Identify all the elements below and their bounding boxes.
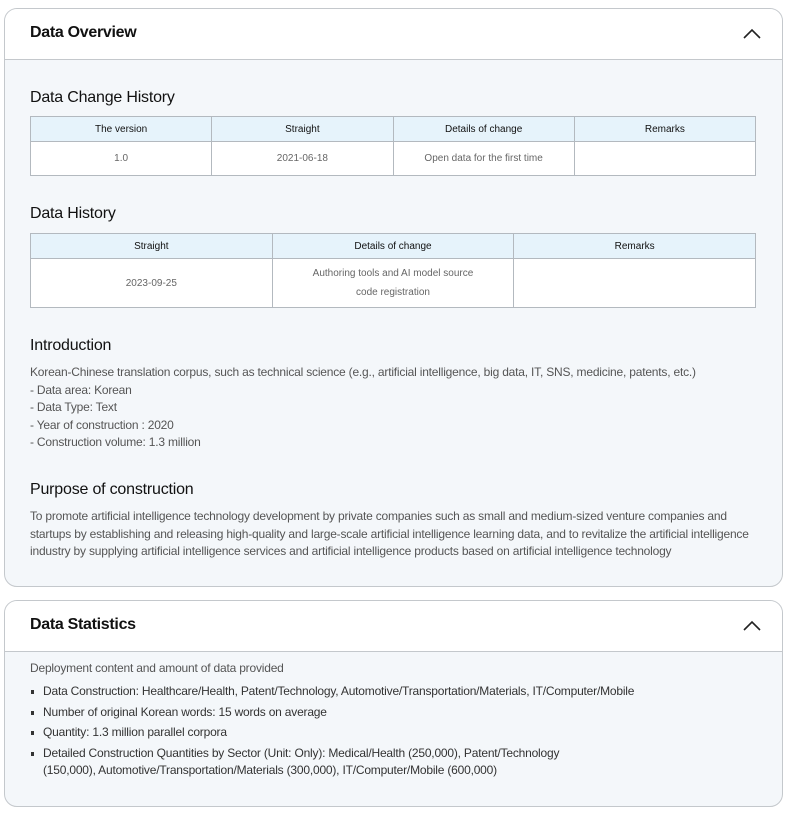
bullet-icon <box>31 711 34 715</box>
data-overview-header[interactable] <box>5 9 782 60</box>
purpose-text: To promote artificial intelligence technology development by private companies such as small and medium-sized venture companies and startups by establishing and releasing high-quality and large-scale artificial intelligence learning data, and to revitalize the artificial intelligence industry by supplying artificial intelligence services and artificial intelligence products based on artificial intelligence technology <box>30 509 749 558</box>
list-item <box>30 724 750 742</box>
details-cell: Authoring tools and AI model source code registration <box>272 259 514 308</box>
list-item <box>30 683 750 701</box>
statistics-subtitle: Deployment content and amount of data provided <box>30 661 284 675</box>
data-overview-panel <box>4 8 783 587</box>
table-header-row <box>31 117 756 142</box>
list-item <box>30 745 750 780</box>
list-item-text: Data Construction: Healthcare/Health, Patent/Technology, Automotive/Transportation/Materials, IT/Computer/Mobile <box>43 684 635 698</box>
table-row <box>31 259 756 308</box>
bullet-icon <box>31 690 34 694</box>
data-statistics-header[interactable] <box>5 601 782 652</box>
list-item-text: Number of original Korean words: 15 words on average <box>43 704 327 719</box>
date-cell: 2023-09-25 <box>31 259 273 308</box>
column-header: Remarks <box>514 234 756 259</box>
data-history-table <box>30 233 756 308</box>
version-cell: 1.0 <box>31 142 212 176</box>
column-header: Straight <box>31 234 273 259</box>
data-history-title: Data History <box>30 205 116 222</box>
list-item <box>30 704 750 722</box>
introduction-title: Introduction <box>30 337 112 354</box>
column-header: Details of change <box>393 117 574 142</box>
remarks-cell <box>514 259 756 308</box>
column-header: Details of change <box>272 234 514 259</box>
table-row <box>31 142 756 176</box>
column-header: Remarks <box>574 117 755 142</box>
bullet-icon <box>31 731 34 735</box>
date-cell: 2021-06-18 <box>212 142 393 176</box>
purpose-title: Purpose of construction <box>30 481 194 498</box>
chevron-up-icon[interactable] <box>742 24 762 44</box>
introduction-line: - Year of construction : 2020 <box>30 417 174 432</box>
change-history-table <box>30 116 756 176</box>
change-history-title: Data Change History <box>30 89 175 106</box>
introduction-line: - Data Type: Text <box>30 400 117 414</box>
introduction-line: - Construction volume: 1.3 million <box>30 435 201 449</box>
chevron-up-icon[interactable] <box>742 616 762 636</box>
introduction-line: Korean-Chinese translation corpus, such as technical science (e.g., artificial intelligence, big data, IT, SNS, medicine, patents, etc.) <box>30 365 696 379</box>
introduction-line: - Data area: Korean <box>30 382 132 397</box>
column-header: The version <box>31 117 212 142</box>
details-cell: Open data for the first time <box>393 142 574 176</box>
data-statistics-title: Data Statistics <box>30 616 136 633</box>
column-header: Straight <box>212 117 393 142</box>
list-item-text: Detailed Construction Quantities by Sector (Unit: Only): Medical/Health (250,000), Patent/Technology (150,000), Automotive/Transportation/Materials (300,000), IT/Computer/Mobile (600,000) <box>43 745 560 777</box>
table-header-row <box>31 234 756 259</box>
remarks-cell <box>574 142 755 176</box>
bullet-icon <box>31 752 34 756</box>
list-item-text: Quantity: 1.3 million parallel corpora <box>43 725 227 739</box>
data-overview-title: Data Overview <box>30 24 137 41</box>
statistics-list <box>30 683 750 783</box>
introduction-text <box>30 364 765 452</box>
data-statistics-panel <box>4 600 783 807</box>
